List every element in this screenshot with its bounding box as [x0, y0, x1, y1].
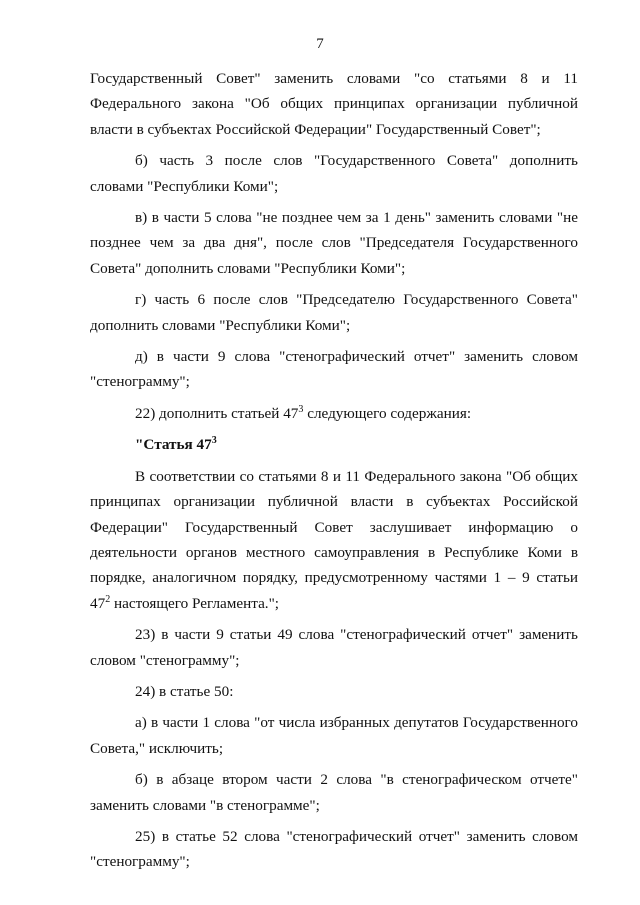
paragraph: б) часть 3 после слов "Государственного Совета" дополнить словами "Республики Коми"; — [90, 152, 578, 195]
paragraph: а) в части 1 слова "от числа избранных депутатов Государственного Совета," исключить; — [90, 714, 578, 757]
document-body — [90, 66, 578, 881]
item-22-paragraph — [90, 401, 578, 426]
article-heading-text: "Статья 47 — [135, 436, 212, 454]
paragraph: 23) в части 9 статьи 49 слова "стенографический отчет" заменить словом "стенограмму"; — [90, 626, 578, 669]
paragraph: в) в части 5 слова "не позднее чем за 1 день" заменить словами "не позднее чем за два дня", после слов "Председателя Государственного Совета" дополнить словами "Республики Коми"; — [90, 209, 578, 277]
paragraph: 25) в статье 52 слова "стенографический отчет" заменить словом "стенограмму"; — [90, 827, 578, 871]
article-heading — [90, 432, 578, 457]
superscript: 3 — [298, 403, 304, 415]
item-22-text-end: следующего содержания: — [303, 404, 472, 422]
paragraph: 24) в статье 50: — [135, 682, 234, 700]
superscript: 2 — [105, 593, 111, 605]
paragraph: б) в абзаце втором части 2 слова "в стенографическом отчете" заменить словами "в стенограмме"; — [90, 771, 578, 814]
paragraph: д) в части 9 слова "стенографический отчет" заменить словом "стенограмму"; — [90, 348, 578, 391]
page-number: 7 — [316, 36, 324, 52]
superscript: 3 — [211, 435, 217, 447]
article-body-text-end: настоящего Регламента."; — [110, 594, 280, 612]
article-body-text: В соответствии со статьями 8 и 11 Федерального закона "Об общих принципах организации публичной власти в субъектах Российской Федерации" Государственный Совет заслушивает информацию о деятельности органов местного самоуправления в Республике Коми в порядке, аналогичном порядку, предусмотренному частями 1 – 9 статьи 47 — [90, 467, 578, 612]
item-22-text: 22) дополнить статьей 47 — [135, 404, 299, 422]
article-body — [90, 464, 578, 616]
paragraph: Государственный Совет" заменить словами "со статьями 8 и 11 Федерального закона "Об общих принципах организации публичной власти в субъектах Российской Федерации" Государственный Совет"; — [90, 70, 578, 138]
paragraph: г) часть 6 после слов "Председателю Государственного Совета" дополнить словами "Республики Коми"; — [90, 291, 578, 334]
